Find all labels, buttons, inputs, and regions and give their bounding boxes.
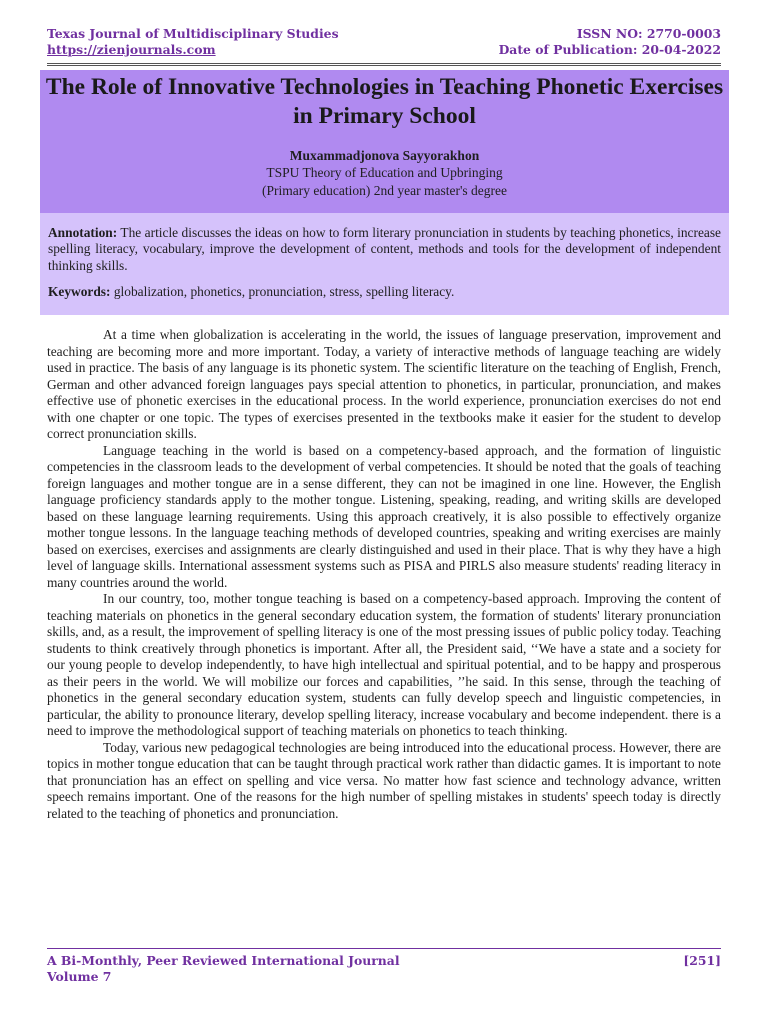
abstract-block <box>40 213 729 315</box>
affiliation-line-2: (Primary education) 2nd year master's degree <box>262 183 507 198</box>
footer-rule <box>47 948 721 949</box>
author-name: Muxammadjonova Sayyorakhon <box>289 148 480 163</box>
header-rule <box>47 63 721 66</box>
annotation-text: The article discusses the ideas on how to form literary pronunciation in students by teaching phonetics, increase spelling literacy, vocabulary, improve the development of content, methods and tools for the development of independent thinking skills. <box>48 225 721 273</box>
body-paragraph-3: In our country, too, mother tongue teaching is based on a competency-based approach. Improving the content of teaching materials on phonetics in the general secondary education system, the formation of students' literary pronunciation skills, and, as a result, the improvement of spelling literacy is one of the most pressing issues of public policy today. Teaching students to think creatively through phonetics is important. After all, the President said, ‘‘We have a state and a society for our young people to develop independently, to have high intellectual and spiritual potential, and to be happy and prosperous as their peers in the world. We will mobilize our forces and capabilities, ’’he said. In this sense, through the teaching of phonetics in the general secondary education system, students can fully develop speech and linguistic competencies, in particular, the ability to pronounce literary, develop spelling literacy, increase vocabulary and become independent. there is a need to improve the methodological support of teaching materials on phonetics to teach thinking. <box>47 591 721 738</box>
page-header <box>47 26 721 57</box>
annotation-label: Annotation: <box>48 225 118 240</box>
page-number: [251] <box>683 953 721 968</box>
publication-date: Date of Publication: 20-04-2022 <box>498 41 721 57</box>
article-title: The Role of Innovative Technologies in Teaching Phonetic Exercises in Primary School <box>45 74 724 129</box>
keywords-text: globalization, phonetics, pronunciation, stress, spelling literacy. <box>113 283 455 299</box>
journal-name: Texas Journal of Multidisciplinary Studies <box>47 26 339 41</box>
journal-url-link[interactable]: https://zienjournals.com <box>47 41 216 57</box>
body-paragraph-2: Language teaching in the world is based on a competency-based approach, and the formation of linguistic competencies in the classroom leads to the development of verbal competencies. It should be noted that the goals of teaching foreign languages and mother tongue are in a sense different, they can not be imagined in one line. However, the English language proficiency standards apply to the mother tongue. Listening, speaking, reading, and writing skills are developed based on these language learning requirements. Using this approach creatively, it is also possible to effectively organize mother tongue lessons. In the language teaching methods of developed countries, speaking and writing exercises are mainly based on exercises, exercises and assignments are clearly distinguished and used in their place. That is why they have a high level of language skills. International assessment systems such as PISA and PIRLS also measure students' reading literacy in many countries around the world. <box>47 442 721 590</box>
body-paragraph-1: At a time when globalization is accelerating in the world, the issues of language preservation, improvement and teaching are becoming more and more important. Today, a variety of interactive methods of language teaching are widely used in practice. The basis of any language is its phonetic system. The scientific literature on the teaching of English, French, German and other advanced foreign languages pays special attention to phonetics, in particular, pronunciation, and makes effective use of phonetic exercises in the educational process. In the world experience, pronunciation exercises do not end with one chapter or one topic. The types of exercises presented in the textbooks make it easier for the student to develop correct pronunciation skills. <box>47 327 721 441</box>
footer-journal-type: A Bi-Monthly, Peer Reviewed International Journal <box>47 953 400 968</box>
issn: ISSN NO: 2770-0003 <box>576 26 721 41</box>
footer-volume: Volume 7 <box>47 968 112 984</box>
article-body <box>47 327 721 822</box>
title-block <box>40 70 729 213</box>
keywords-label: Keywords: <box>48 283 111 299</box>
keywords <box>48 284 721 300</box>
body-paragraph-4: Today, various new pedagogical technologies are being introduced into the educational process. However, there are topics in mother tongue education that can be taught through practical work rather than didactic games. It is important to note that pronunciation has an effect on spelling and vice versa. No matter how fast science and technology advance, written speech remains important. One of the reasons for the high number of spelling mistakes in students' speech today is directly related to the teaching of phonetics and pronunciation. <box>47 739 721 821</box>
annotation <box>48 225 721 274</box>
affiliation-line-1: TSPU Theory of Education and Upbringing <box>266 165 503 180</box>
page-footer <box>47 953 721 984</box>
